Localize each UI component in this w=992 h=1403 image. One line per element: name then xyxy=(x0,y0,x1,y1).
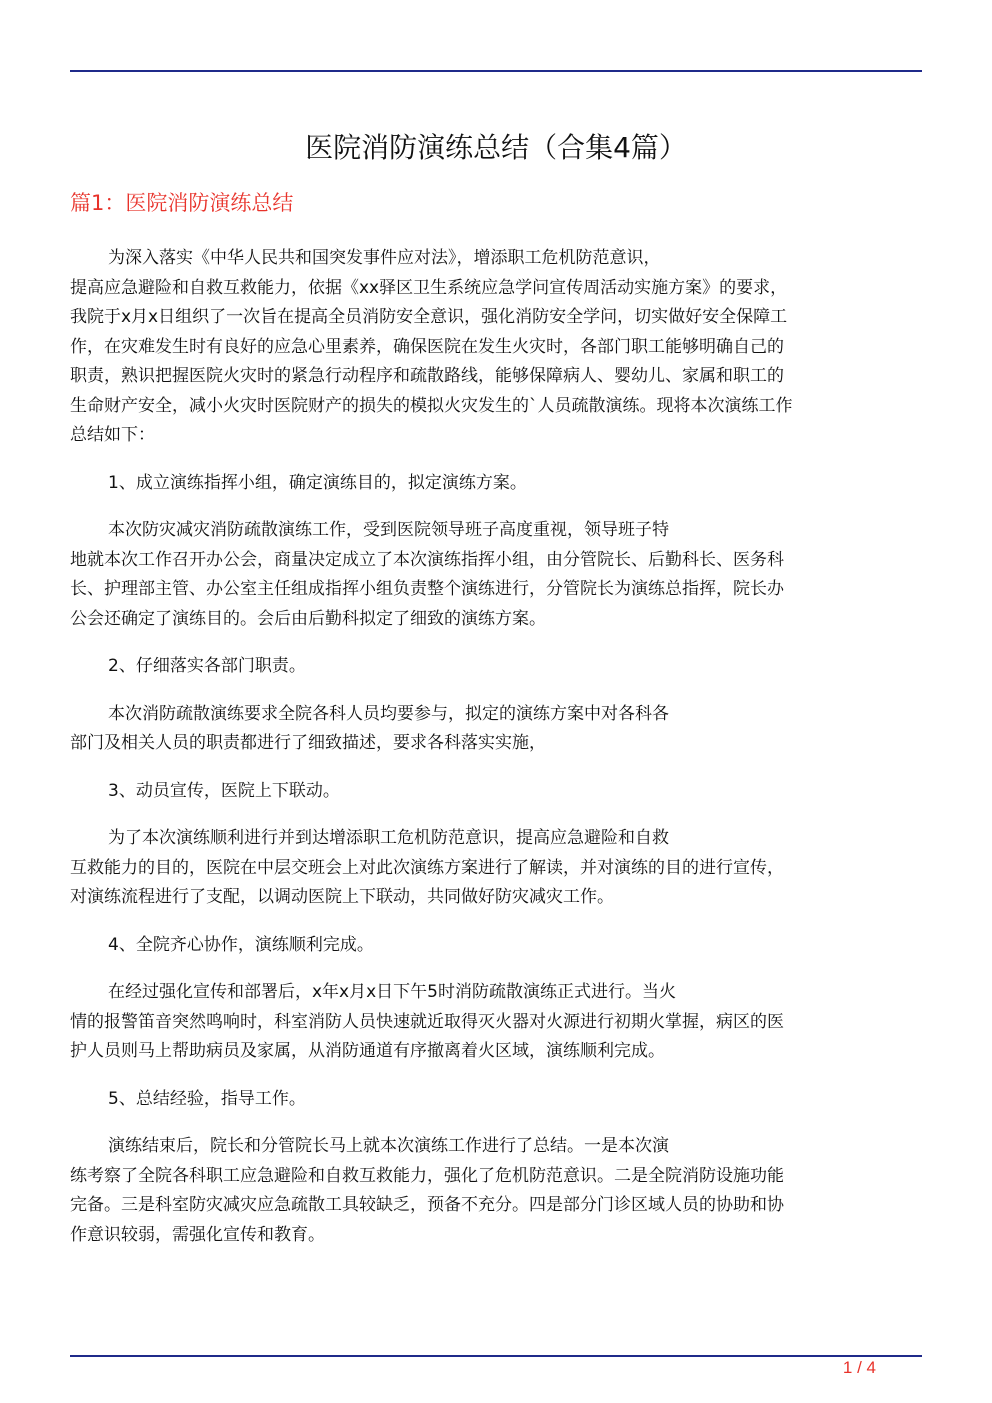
list-item-2: 2、仔细落实各部门职责。 xyxy=(108,656,306,676)
paragraph-line: 在经过强化宣传和部署后，x年x月x日下午5时消防疏散演练正式进行。当火 xyxy=(108,982,676,1002)
paragraph-line: 本次防灾减灾消防疏散演练工作，受到医院领导班子高度重视，领导班子特 xyxy=(108,520,669,540)
paragraph-1 xyxy=(70,244,922,451)
paragraph-line: 对演练流程进行了支配，以调动医院上下联动，共同做好防灾减灾工作。 xyxy=(70,887,614,907)
paragraph-line: 公会还确定了演练目的。会后由后勤科拟定了细致的演练方案。 xyxy=(70,608,546,629)
paragraph-line: 情的报警笛音突然鸣响时，科室消防人员快速就近取得灭火器对火源进行初期火掌握，病区的医 xyxy=(70,1011,784,1032)
header-rule xyxy=(70,70,922,72)
paragraph-line: 护人员则马上帮助病员及家属，从消防通道有序撤离着火区域，演练顺利完成。 xyxy=(70,1041,665,1061)
paragraph-line: 长、护理部主管、办公室主任组成指挥小组负责整个演练进行，分管院长为演练总指挥，院长办 xyxy=(70,579,784,599)
paragraph-line: 演练结束后，院长和分管院长马上就本次演练工作进行了总结。一是本次演 xyxy=(108,1136,669,1156)
list-item-5: 5、总结经验，指导工作。 xyxy=(108,1088,306,1109)
paragraph-line: 我院于x月x日组织了一次旨在提高全员消防安全意识，强化消防安全学问，切实做好安全保障工 xyxy=(70,307,788,327)
paragraph-line: 生命财产安全，减小火灾时医院财产的损失的模拟火灾发生的`人员疏散演练。现将本次演练工作 xyxy=(70,395,793,416)
paragraph-line: 地就本次工作召开办公会，商量决定成立了本次演练指挥小组，由分管院长、后勤科长、医务科 xyxy=(70,549,784,570)
document-body xyxy=(70,244,922,1268)
paragraph-5 xyxy=(70,978,922,1067)
paragraph-line: 为深入落实《中华人民共和国突发事件应对法》，增添职工危机防范意识， xyxy=(108,248,661,268)
paragraph-line: 互救能力的目的，医院在中层交班会上对此次演练方案进行了解读，并对演练的目的进行宣传， xyxy=(70,857,784,878)
list-item-4: 4、全院齐心协作，演练顺利完成。 xyxy=(108,934,374,955)
paragraph-line: 职责，熟识把握医院火灾时的紧急行动程序和疏散路线，能够保障病人、婴幼儿、家属和职工的 xyxy=(70,366,784,386)
paragraph-line: 作，在灾难发生时有良好的应急心里素养，确保医院在发生火灾时，各部门职工能够明确自己的 xyxy=(70,336,784,357)
footer-rule xyxy=(70,1355,922,1357)
paragraph-line: 总结如下： xyxy=(70,425,155,445)
list-item-3: 3、动员宣传，医院上下联动。 xyxy=(108,780,340,801)
paragraph-line: 提高应急避险和自救互救能力，依据《xx驿区卫生系统应急学问宣传周活动实施方案》的要求， xyxy=(70,277,788,298)
paragraph-line: 部门及相关人员的职责都进行了细致描述，要求各科落实实施， xyxy=(70,733,546,753)
paragraph-line: 完备。三是科室防灾减灾应急疏散工具较缺乏，预备不充分。四是部分门诊区域人员的协助和协 xyxy=(70,1195,784,1215)
paragraph-line: 为了本次演练顺利进行并到达增添职工危机防范意识，提高应急避险和自救 xyxy=(108,828,669,848)
page-number: 1 / 4 xyxy=(842,1358,876,1377)
paragraph-line: 本次消防疏散演练要求全院各科人员均要参与，拟定的演练方案中对各科各 xyxy=(108,703,669,724)
paragraph-4 xyxy=(70,824,922,913)
paragraph-line: 练考察了全院各科职工应急避险和自救互救能力，强化了危机防范意识。二是全院消防设施功能 xyxy=(70,1165,784,1186)
list-item-1: 1、成立演练指挥小组，确定演练目的，拟定演练方案。 xyxy=(108,472,527,493)
paragraph-2 xyxy=(70,516,922,634)
paragraph-line: 作意识较弱，需强化宣传和教育。 xyxy=(70,1224,325,1245)
paragraph-3 xyxy=(70,700,922,759)
section-heading: 篇1：医院消防演练总结 xyxy=(70,191,294,215)
document-title: 医院消防演练总结（合集4篇） xyxy=(305,131,687,164)
paragraph-6 xyxy=(70,1132,922,1250)
